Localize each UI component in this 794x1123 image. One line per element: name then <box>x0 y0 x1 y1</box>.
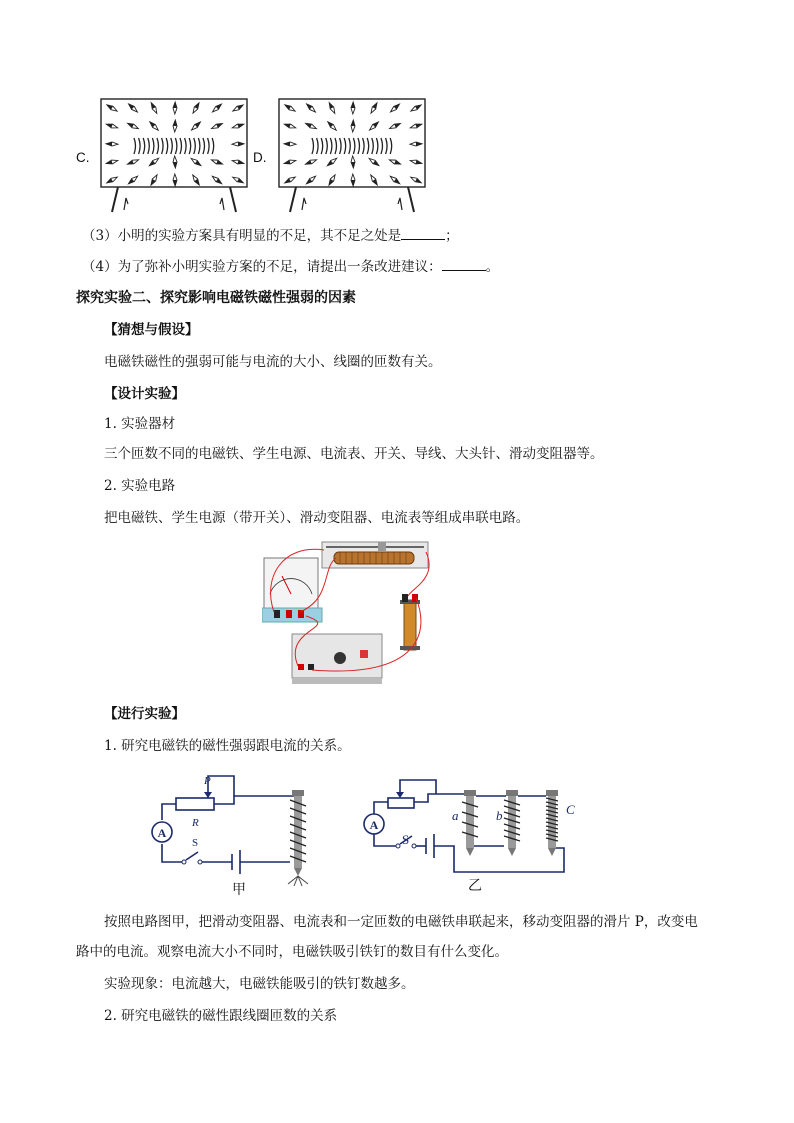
figure-label-yi: 乙 <box>468 878 482 894</box>
nail-c-label: C <box>566 802 575 817</box>
question-4-text: （4）为了弥补小明实验方案的不足，请提出一条改进建议： <box>82 259 442 275</box>
option-d-compass-figure <box>278 98 426 214</box>
nail-b-label: b <box>496 808 503 823</box>
slider-label: P <box>204 775 211 787</box>
electromagnet-nail-b <box>504 790 520 856</box>
question-3-end: ； <box>445 228 459 244</box>
option-d-label: D. <box>253 150 267 165</box>
electromagnet-nail-c <box>546 790 558 856</box>
hypothesis-heading: 【猜想与假设】 <box>104 322 199 338</box>
option-c-compass-figure <box>100 98 248 214</box>
section-heading: 探究实验二、探究影响电磁铁磁性强弱的因素 <box>76 290 356 306</box>
figure-label-jia: 甲 <box>232 882 246 898</box>
nail-a-label: a <box>452 808 459 823</box>
paragraph1-line2: 路中的电流。观察电流大小不同时，电磁铁吸引铁钉的数目有什么变化。 <box>76 944 508 960</box>
question-4 <box>82 257 499 277</box>
step1-text: 1. 研究电磁铁的磁性强弱跟电流的关系。 <box>104 738 351 754</box>
resistor-label: R <box>192 817 199 829</box>
electromagnet-image <box>400 594 420 650</box>
power-supply-image <box>292 634 382 684</box>
step2-text: 2. 研究电磁铁的磁性跟线圈匝数的关系 <box>104 1008 338 1024</box>
question-3 <box>82 226 459 246</box>
switch-label-yi: S <box>402 832 410 847</box>
ammeter-label: A <box>157 826 167 840</box>
switch-label: S <box>192 837 199 849</box>
paragraph1-line1: 按照电路图甲，把滑动变阻器、电流表和一定匝数的电磁铁串联起来，移动变阻器的滑片 P，改变电 <box>104 914 698 930</box>
answer-blank-3[interactable] <box>401 226 445 240</box>
question-4-end: 。 <box>485 259 500 275</box>
item2-text: 把电磁铁、学生电源（带开关）、滑动变阻器、电流表等组成串联电路。 <box>104 510 530 526</box>
phenomenon-text: 实验现象：电流越大，电磁铁能吸引的铁钉数越多。 <box>104 976 415 992</box>
option-c-label: C. <box>76 150 90 165</box>
hypothesis-text: 电磁铁磁性的强弱可能与电流的大小、线圈的匝数有关。 <box>104 354 442 370</box>
answer-blank-4[interactable] <box>442 257 486 271</box>
electromagnet-nail-jia <box>288 790 308 886</box>
design-heading: 【设计实验】 <box>104 386 185 402</box>
item1-title: 1. 实验器材 <box>104 416 176 432</box>
item1-text: 三个匝数不同的电磁铁、学生电源、电流表、开关、导线、大头针、滑动变阻器等。 <box>104 446 604 462</box>
rheostat-image <box>322 542 428 568</box>
question-3-text: （3）小明的实验方案具有明显的不足，其不足之处是 <box>82 228 402 244</box>
ammeter-label-yi: A <box>369 818 379 832</box>
conduct-heading: 【进行实验】 <box>104 706 185 722</box>
apparatus-illustration <box>262 538 440 688</box>
item2-title: 2. 实验电路 <box>104 478 176 494</box>
